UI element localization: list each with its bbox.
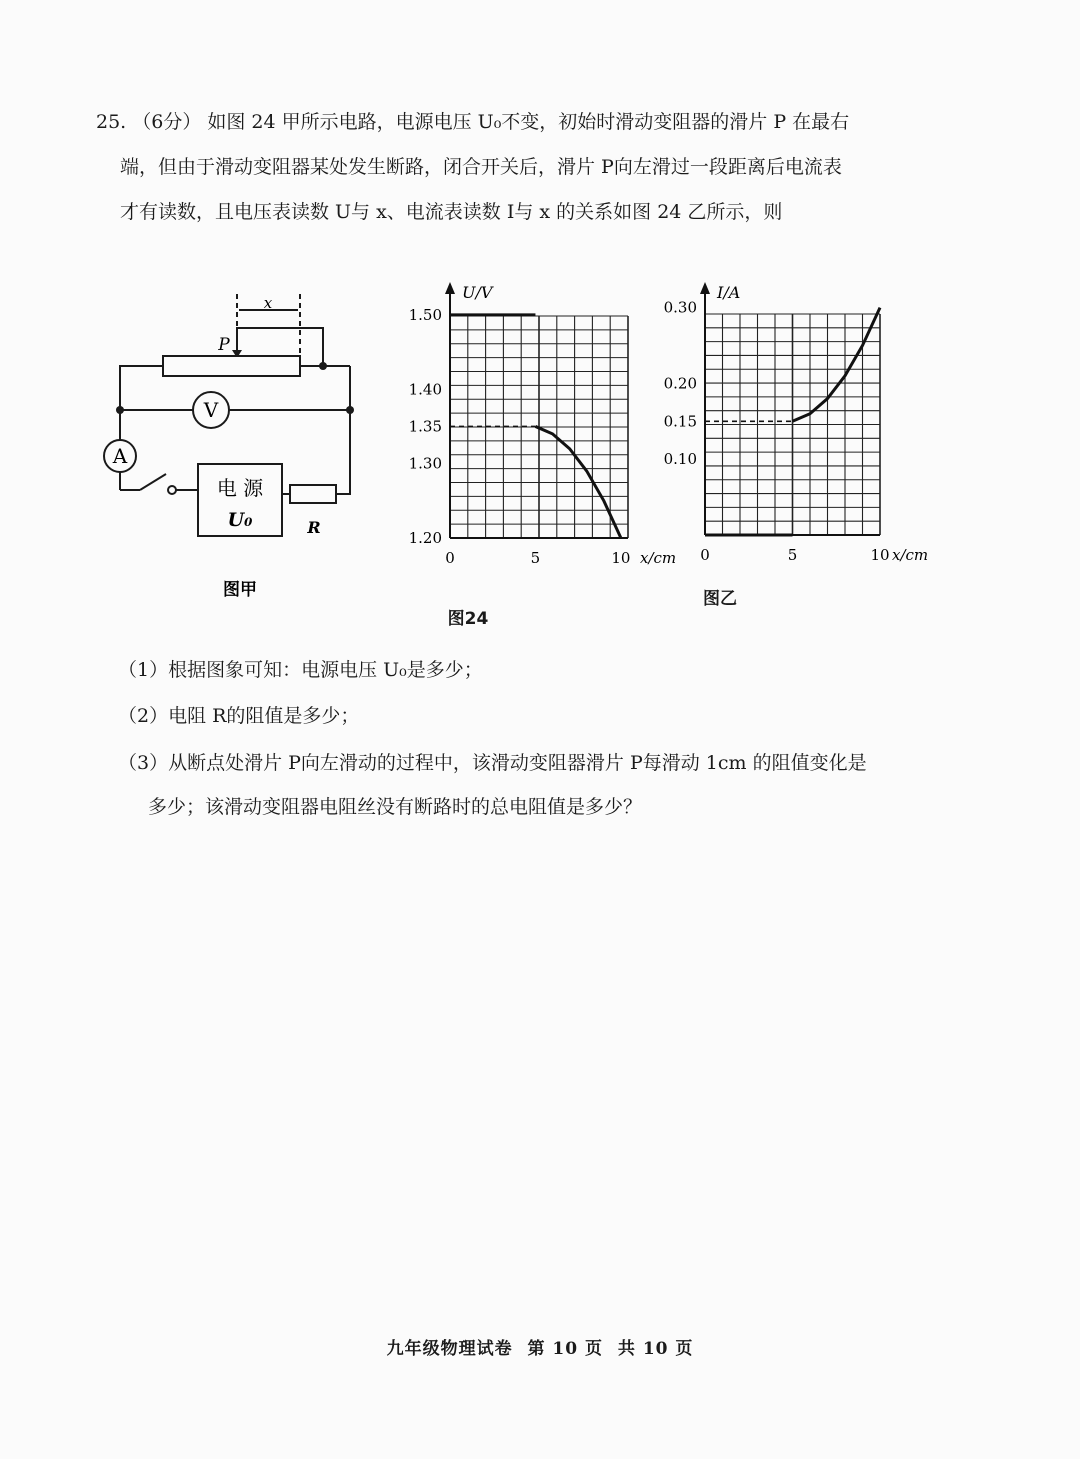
i-chart-x-tick: 5 — [787, 546, 798, 564]
footer-total: 共 10 页 — [617, 1339, 694, 1359]
i-chart-series-1 — [793, 308, 881, 422]
u-chart-x-tick: 10 — [611, 549, 631, 567]
source-voltage-label: U₀ — [227, 509, 253, 531]
resistor-label: R — [307, 518, 321, 537]
footer-page: 第 10 页 — [527, 1339, 603, 1359]
u-chart-x-tick: 0 — [445, 549, 455, 567]
source-label: 电 源 — [216, 476, 264, 500]
question-25 — [96, 100, 956, 235]
u-chart-x-tick: 5 — [530, 549, 541, 567]
sub-question-1-text: （1）根据图象可知：电源电压 U₀是多少； — [118, 659, 483, 681]
i-chart-y-tick: 0.10 — [663, 450, 697, 469]
i-chart-x-tick: 10 — [870, 546, 890, 564]
caption-jia: 图甲 — [223, 580, 257, 600]
question-line-1: 25. （6分） 如图 24 甲所示电路，电源电压 U₀不变，初始时滑动变阻器的滑片 P 在最右 — [96, 111, 850, 133]
u-chart-y-tick: 1.50 — [408, 305, 442, 324]
caption-yi: 图乙 — [703, 589, 737, 609]
circuit-diagram — [0, 270, 400, 630]
u-chart-ylabel: U/V — [462, 283, 493, 302]
i-chart-y-arrow-icon — [700, 282, 710, 294]
i-chart-ylabel: I/A — [717, 283, 741, 302]
u-chart-y-tick: 1.20 — [408, 529, 442, 547]
sub-question-3 — [118, 741, 948, 829]
question-line-3: 才有读数，且电压表读数 U与 x、电流表读数 I与 x 的关系如图 24 乙所示，则 — [120, 201, 783, 223]
i-chart-y-tick: 0.15 — [663, 412, 697, 431]
u-chart-y-tick: 1.35 — [408, 417, 442, 436]
slider-p-label: P — [218, 335, 230, 355]
u-chart-y-tick: 1.40 — [408, 380, 442, 399]
figure-caption: 图24 — [447, 609, 489, 629]
sub-question-2-text: （2）电阻 R的阻值是多少； — [118, 705, 360, 727]
rheostat — [163, 356, 300, 376]
u-chart-xlabel: x/cm — [640, 549, 677, 567]
switch-terminal — [168, 486, 176, 494]
u-chart-y-arrow-icon — [445, 282, 455, 294]
u-chart-y-tick: 1.30 — [408, 454, 442, 473]
footer-title: 九年级物理试卷 — [386, 1339, 513, 1359]
sub-question-3-line-1: （3）从断点处滑片 P向左滑动的过程中，该滑动变阻器滑片 P每滑动 1cm 的阻值变化是 — [118, 752, 867, 774]
sub-question-3-line-2: 多少；该滑动变阻器电阻丝没有断路时的总电阻值是多少？ — [148, 796, 643, 818]
figure-24 — [0, 270, 1080, 650]
question-line-2: 端，但由于滑动变阻器某处发生断路，闭合开关后，滑片 P向左滑过一段距离后电流表 — [120, 156, 842, 178]
ammeter-label: A — [112, 444, 128, 468]
resistor-r — [290, 485, 336, 503]
x-label: x — [263, 294, 273, 312]
i-chart-xlabel: x/cm — [892, 546, 929, 564]
sub-question-1 — [118, 648, 948, 692]
i-chart-y-tick: 0.30 — [663, 298, 697, 317]
sub-question-2 — [118, 694, 948, 738]
i-chart-y-tick: 0.20 — [663, 374, 697, 393]
i-chart-x-tick: 0 — [700, 546, 710, 564]
voltmeter-label: V — [203, 398, 219, 422]
page-footer — [0, 1334, 1080, 1359]
